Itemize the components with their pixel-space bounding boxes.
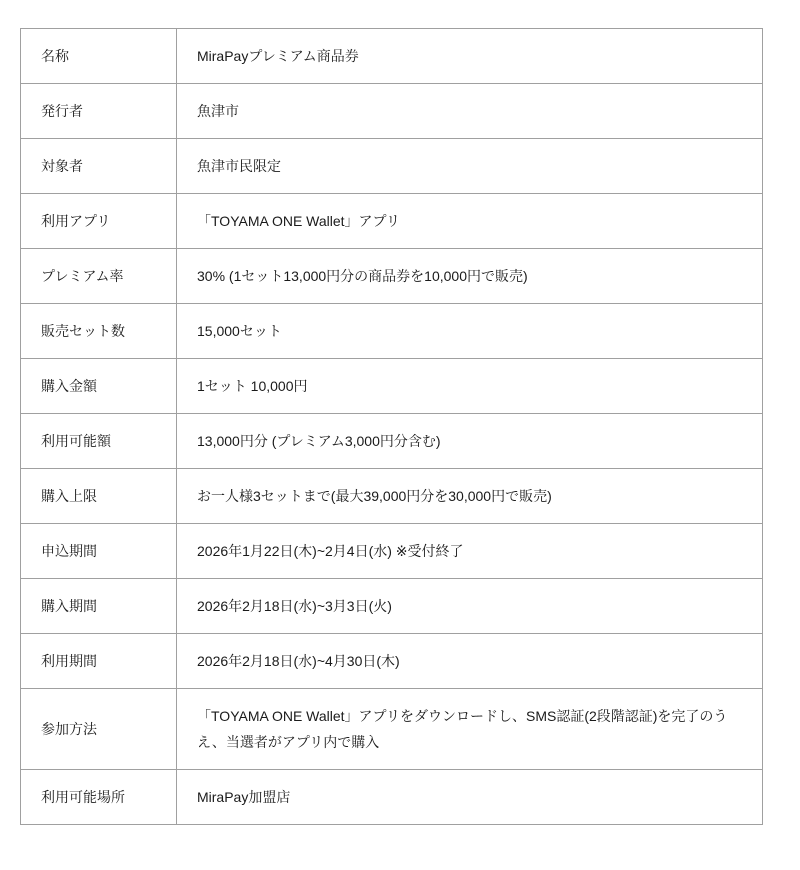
row-value: 2026年1月22日(木)~2月4日(水) ※受付終了	[177, 524, 763, 579]
table-row	[21, 524, 763, 579]
voucher-info-table-body	[21, 29, 763, 825]
row-value: お一人様3セットまで(最大39,000円分を30,000円で販売)	[177, 469, 763, 524]
table-row	[21, 770, 763, 825]
row-label: 販売セット数	[21, 304, 177, 359]
row-value: 「TOYAMA ONE Wallet」アプリをダウンロードし、SMS認証(2段階認証)を完了のうえ、当選者がアプリ内で購入	[177, 689, 763, 770]
row-label: 購入期間	[21, 579, 177, 634]
row-value: 魚津市民限定	[177, 139, 763, 194]
row-label: 利用期間	[21, 634, 177, 689]
row-value: 13,000円分 (プレミアム3,000円分含む)	[177, 414, 763, 469]
table-row	[21, 139, 763, 194]
row-label: 対象者	[21, 139, 177, 194]
table-row	[21, 84, 763, 139]
row-value: 30% (1セット13,000円分の商品券を10,000円で販売)	[177, 249, 763, 304]
row-value: 魚津市	[177, 84, 763, 139]
table-row	[21, 689, 763, 770]
table-row	[21, 414, 763, 469]
row-label: 参加方法	[21, 689, 177, 770]
row-value: 1セット 10,000円	[177, 359, 763, 414]
row-label: 購入上限	[21, 469, 177, 524]
table-row	[21, 304, 763, 359]
row-label: 利用アプリ	[21, 194, 177, 249]
table-row	[21, 579, 763, 634]
row-value: 2026年2月18日(水)~4月30日(木)	[177, 634, 763, 689]
row-label: 申込期間	[21, 524, 177, 579]
row-value: 「TOYAMA ONE Wallet」アプリ	[177, 194, 763, 249]
voucher-info-table	[20, 28, 763, 825]
row-value: 2026年2月18日(水)~3月3日(火)	[177, 579, 763, 634]
row-label: 購入金額	[21, 359, 177, 414]
row-label: 名称	[21, 29, 177, 84]
row-label: プレミアム率	[21, 249, 177, 304]
row-value: 15,000セット	[177, 304, 763, 359]
table-row	[21, 249, 763, 304]
table-row	[21, 194, 763, 249]
row-label: 利用可能場所	[21, 770, 177, 825]
row-value: MiraPay加盟店	[177, 770, 763, 825]
table-row	[21, 469, 763, 524]
table-row	[21, 359, 763, 414]
row-label: 発行者	[21, 84, 177, 139]
row-value: MiraPayプレミアム商品券	[177, 29, 763, 84]
row-label: 利用可能額	[21, 414, 177, 469]
table-row	[21, 29, 763, 84]
table-row	[21, 634, 763, 689]
